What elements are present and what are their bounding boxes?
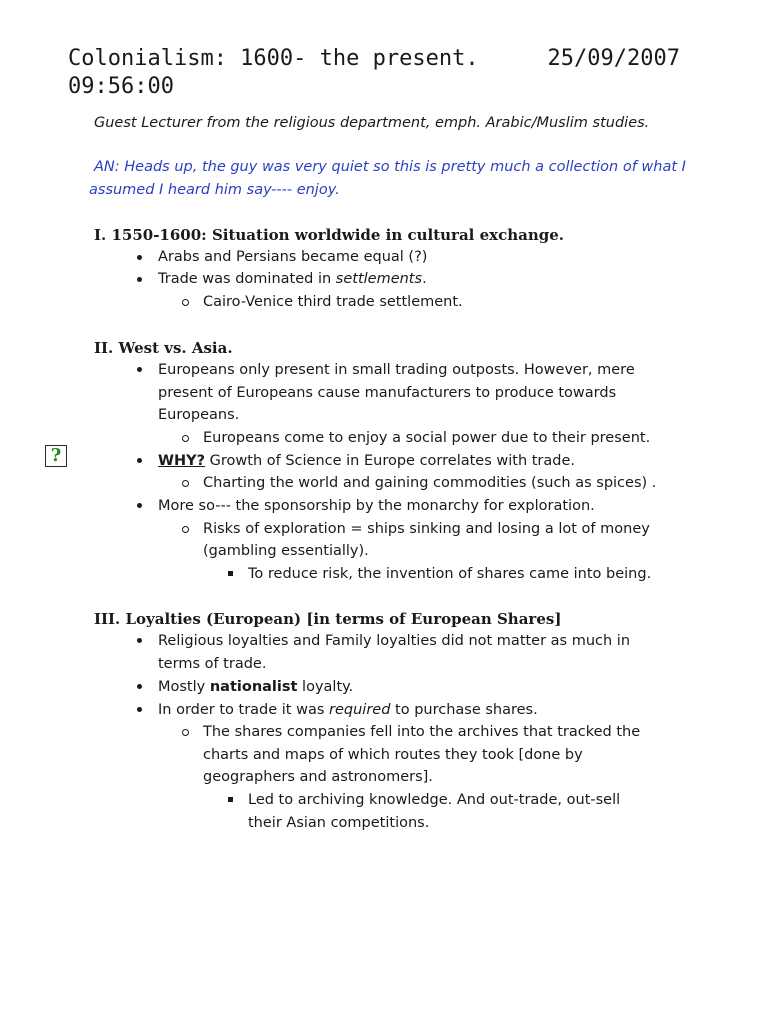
text-run: to purchase shares. — [390, 702, 538, 718]
s3-sub-sub-bullet-1-line-2: their Asian competitions. — [248, 815, 430, 831]
s1-bullet-1: Arabs and Persians became equal (?) — [158, 249, 428, 265]
text-run: . — [422, 271, 427, 287]
bullet-circle — [182, 299, 189, 306]
s1-sub-bullet-1: Cairo-Venice third trade settlement. — [203, 294, 463, 310]
bullet-disc — [137, 255, 142, 260]
s3-bullet-3 — [158, 700, 538, 720]
why-emphasis: WHY? — [158, 453, 206, 469]
section-2-heading: II. West vs. Asia. — [94, 339, 233, 357]
s2-sub-sub-bullet-1: To reduce risk, the invention of shares came into being. — [248, 566, 652, 582]
s2-sub-bullet-2: Charting the world and gaining commodities (such as spices) . — [203, 475, 657, 491]
bullet-disc — [137, 458, 142, 463]
s2-bullet-3: More so--- the sponsorship by the monarchy for exploration. — [158, 498, 595, 514]
s3-sub-bullet-1-line-1: The shares companies fell into the archives that tracked the — [203, 724, 641, 740]
bullet-disc — [137, 367, 142, 372]
title-row — [68, 46, 680, 72]
page-title: Colonialism: 1600- the present. — [68, 46, 479, 71]
bullet-disc — [137, 277, 142, 282]
s2-sub-bullet-3-line-1: Risks of exploration = ships sinking and losing a lot of money — [203, 521, 650, 537]
bullet-square — [228, 571, 233, 576]
s2-bullet-2 — [158, 451, 575, 471]
section-3-heading: III. Loyalties (European) [in terms of European Shares] — [94, 610, 562, 628]
s2-bullet-1-line-2: present of Europeans cause manufacturers to produce towards — [158, 385, 617, 401]
emphasis-text: settlements — [335, 271, 423, 287]
s3-sub-bullet-1-line-3: geographers and astronomers]. — [203, 769, 433, 785]
s2-bullet-1-line-3: Europeans. — [158, 407, 240, 423]
bullet-circle — [182, 729, 189, 736]
bullet-disc — [137, 638, 142, 643]
author-note-line-2: assumed I heard him say---- enjoy. — [89, 182, 340, 198]
author-note-line-1: AN: Heads up, the guy was very quiet so this is pretty much a collection of what I — [94, 159, 686, 175]
emphasis-text: required — [329, 702, 391, 718]
s2-bullet-1-line-1: Europeans only present in small trading outposts. However, mere — [158, 362, 635, 378]
text-run: Trade was dominated in — [158, 271, 336, 287]
text-run: loyalty. — [297, 679, 354, 695]
bullet-circle — [182, 526, 189, 533]
text-run: Mostly — [158, 679, 210, 695]
s2-sub-bullet-1: Europeans come to enjoy a social power due to their present. — [203, 430, 651, 446]
bullet-circle — [182, 480, 189, 487]
s3-sub-bullet-1-line-2: charts and maps of which routes they took [done by — [203, 747, 583, 763]
bullet-circle — [182, 435, 189, 442]
s3-bullet-1-line-1: Religious loyalties and Family loyalties did not matter as much in — [158, 633, 631, 649]
bullet-square — [228, 797, 233, 802]
title-date: 25/09/2007 — [547, 46, 680, 71]
text-run: In order to trade it was — [158, 702, 330, 718]
text-run: Growth of Science in Europe correlates with trade. — [205, 453, 576, 469]
s3-bullet-1-line-2: terms of trade. — [158, 656, 267, 672]
bullet-disc — [137, 707, 142, 712]
bullet-disc — [137, 684, 142, 689]
s3-sub-sub-bullet-1-line-1: Led to archiving knowledge. And out-trade, out-sell — [248, 792, 621, 808]
s3-bullet-2 — [158, 677, 353, 697]
section-1-heading: I. 1550-1600: Situation worldwide in cultural exchange. — [94, 226, 565, 244]
bullet-disc — [137, 503, 142, 508]
bold-text: nationalist — [209, 679, 298, 695]
lecturer-line: Guest Lecturer from the religious department, emph. Arabic/Muslim studies. — [94, 115, 650, 131]
title-time: 09:56:00 — [68, 74, 174, 99]
question-mark-icon[interactable]: ? — [45, 445, 67, 467]
s2-sub-bullet-3-line-2: (gambling essentially). — [203, 543, 369, 559]
s1-bullet-2 — [158, 269, 427, 289]
